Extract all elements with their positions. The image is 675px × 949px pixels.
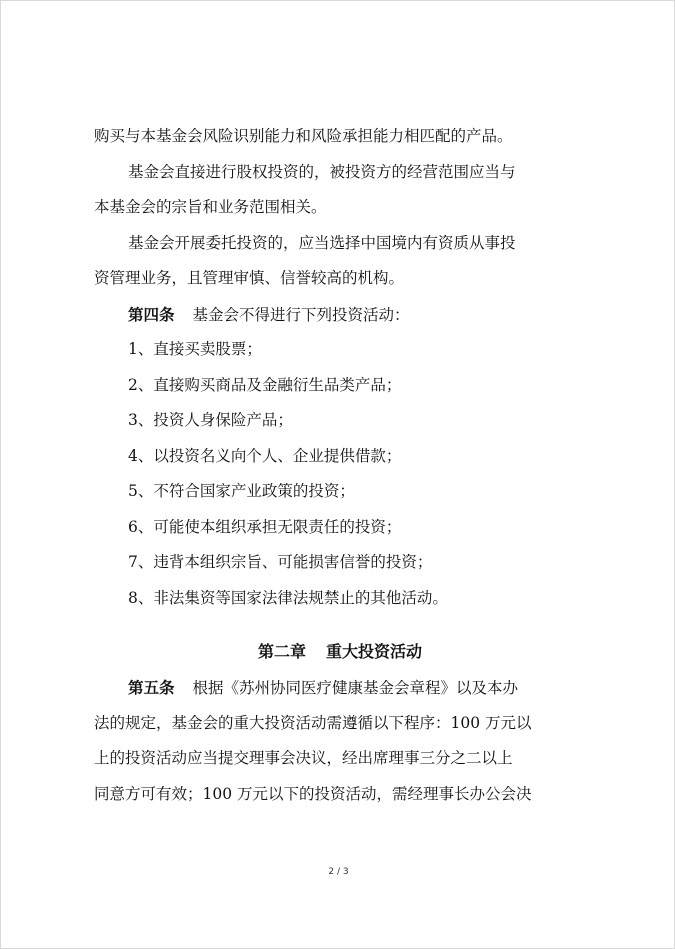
article-5-line xyxy=(94,670,586,706)
page-number: 2 / 3 xyxy=(328,867,349,877)
list-item: 2、直接购买商品及金融衍生品类产品； xyxy=(128,375,402,394)
list-item: 7、违背本组织宗旨、可能损害信誉的投资； xyxy=(128,553,433,571)
paragraph-line: 基金会开展委托投资的，应当选择中国境内有资质从事投 xyxy=(128,233,516,252)
article-text: 根据《苏州协同医疗健康基金会章程》以及本办 xyxy=(192,679,519,697)
paragraph-line: 上的投资活动应当提交理事会决议，经出席理事三分之二以上 xyxy=(94,749,513,767)
list-item: 1、直接买卖股票； xyxy=(128,340,262,358)
paragraph-line: 资管理业务，且管理审慎、信誉较高的机构。 xyxy=(94,269,405,287)
paragraph-line: 同意方可有效；100 万元以下的投资活动，需经理事长办公会决 xyxy=(94,784,532,803)
document-body xyxy=(94,119,586,812)
article-text: 基金会不得进行下列投资活动： xyxy=(192,305,410,324)
article-label: 第四条 xyxy=(128,304,175,324)
article-4-heading xyxy=(94,297,586,333)
article-label: 第五条 xyxy=(128,678,175,697)
list-item: 8、非法集资等国家法律法规禁止的其他活动。 xyxy=(128,588,448,607)
paragraph-line: 基金会直接进行股权投资的，被投资方的经营范围应当与 xyxy=(128,162,516,181)
list-item: 6、可能使本组织承担无限责任的投资； xyxy=(128,517,402,536)
list-item: 3、投资人身保险产品； xyxy=(128,411,293,429)
list-item: 5、不符合国家产业政策的投资； xyxy=(128,482,355,500)
chapter-heading xyxy=(94,634,586,670)
paragraph-line: 法的规定，基金会的重大投资活动需遵循以下程序：100 万元以 xyxy=(94,713,532,732)
paragraph-line: 购买与本基金会风险识别能力和风险承担能力相匹配的产品。 xyxy=(94,127,513,145)
paragraph-line: 本基金会的宗旨和业务范围相关。 xyxy=(94,198,327,216)
chapter-title: 重大投资活动 xyxy=(326,642,423,661)
chapter-number: 第二章 xyxy=(257,642,306,661)
list-item: 4、以投资名义向个人、企业提供借款； xyxy=(128,446,402,465)
